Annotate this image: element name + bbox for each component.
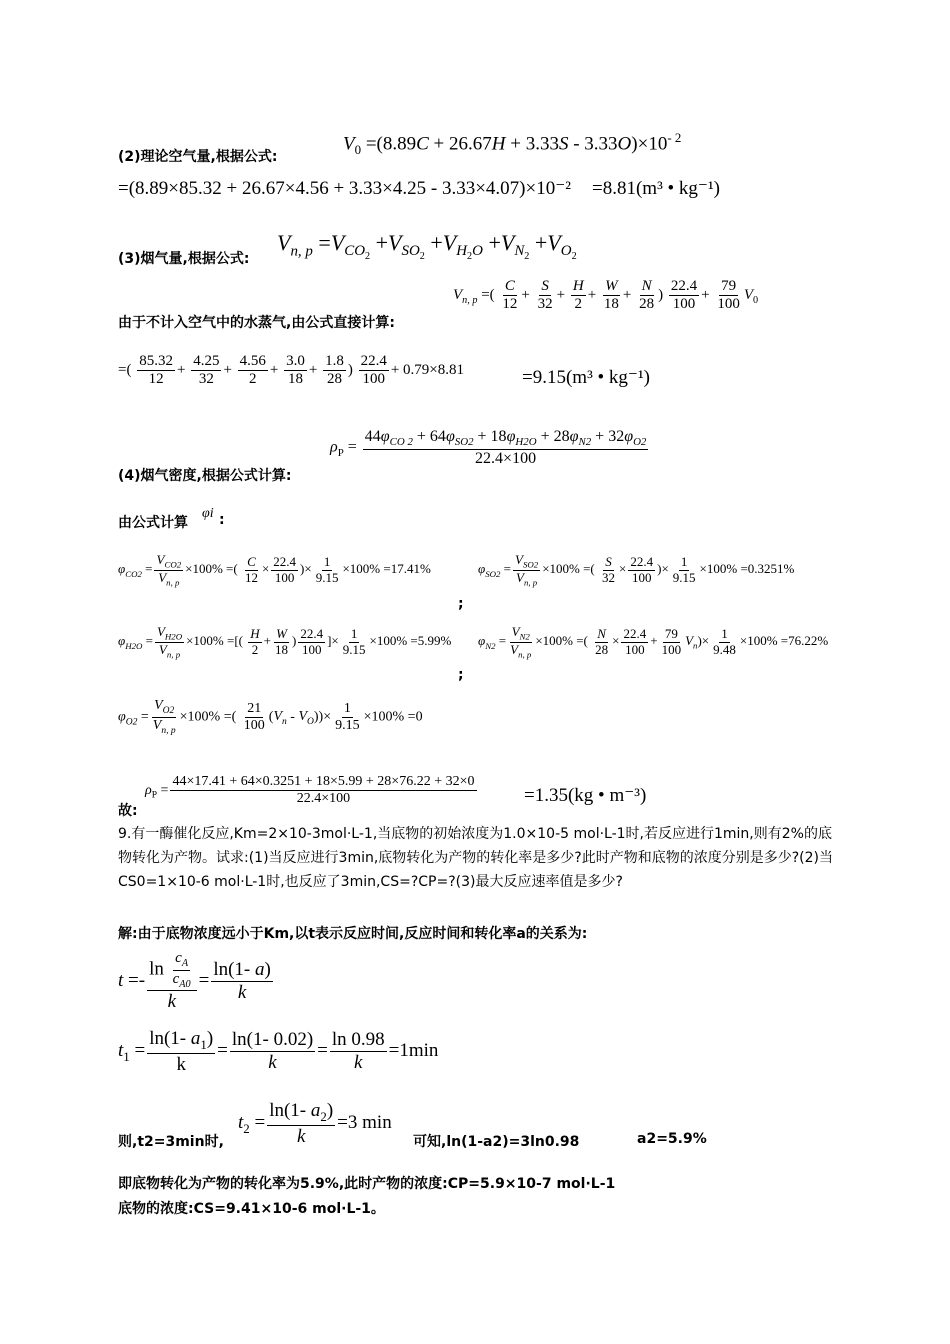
section3-formula2: $V_{n, p}$ =( $\frac{C}{12}$ + $\frac{S}{32}$ + $\frac{H}{2}$ + $\frac{W}{18}$ + $\frac{N}{28}$ ) $\frac{22.4}{100}$ + $\frac{79}{100}$ $V_0$: [453, 278, 759, 313]
semicolon-2: ;: [458, 667, 464, 683]
phi-colon: :: [219, 512, 225, 528]
conclusion-line1: 即底物转化为产物的转化率为5.9%,此时产物的浓度:CP=5.9×10-7 mol·L-1: [118, 1176, 616, 1192]
phi-n2: $\varphi_{N2}$ = $\frac{V_{N2}}{V_{n, p}}$ ×100% =( $\frac{N}{28}$ × $\frac{22.4}{100}$ + $\frac{79}{100}$ $V_n)\times$ $\frac{1}{9.48}$ ×100% =76.22%: [478, 624, 829, 660]
section4-label: (4)烟气密度,根据公式计算:: [118, 468, 292, 484]
semicolon-1: ;: [458, 596, 464, 612]
eq-t: t =- ln $\frac{c_A}{c_{A0}}$ k = $\frac{\ln(1- a)}{k}$: [118, 950, 271, 1013]
therefore-label: 故:: [118, 803, 138, 819]
knowable-text: 可知,ln(1-a2)=3ln0.98: [413, 1134, 580, 1150]
problem9-text: 9.有一酶催化反应,Km=2×10-3mol·L-1,当底物的初始浓度为1.0×10-5 mol·L-1时,若反应进行1min,则有2%的底物转化为产物。试求:(1)当反应进行3min,底物转化为产物的转化率是多少?此时产物和底物的浓度分别是多少?(2)当CS0=1×10-6 mol·L-1时,也反应了3min,CS=?CP=?(3)最大反应速率值是多少?: [118, 826, 833, 890]
section3-label: (3)烟气量,根据公式:: [118, 251, 250, 267]
section2-label: (2)理论空气量,根据公式:: [118, 149, 278, 165]
density-calc: $\rho_P$ = $\frac{44\times 17.41 + 64\times 0.3251 + 18\times 5.99 + 28\times 76.22 + 32\times 0}{22.4\times 100}$: [145, 774, 475, 807]
section4-formula: $\rho_P$ = $\frac{44\varphi_{CO 2} + 64\varphi_{SO2} + 18\varphi_{H2O} + 28\varphi_{N2} + 32\varphi_{O2}}{22.4\times 100}$: [330, 428, 647, 467]
section3-result: =9.15(m³ • kg⁻¹): [522, 367, 650, 388]
section3-calc: =( $\frac{85.32}{12}$ + $\frac{4.25}{32}$ + $\frac{4.56}{2}$ + $\frac{3.0}{18}$ + $\frac{1.8}{28}$ ) $\frac{22.4}{100}$ + 0.79×8.81: [118, 353, 465, 388]
conclusion-line2: 底物的浓度:CS=9.41×10-6 mol·L-1。: [118, 1201, 385, 1217]
phi-h2o: $\varphi_{H2O}$ = $\frac{V_{H2O}}{V_{n, p}}$ ×100% =[( $\frac{H}{2}$ + $\frac{W}{18}$ ) $\frac{22.4}{100}$ ]× $\frac{1}{9.15}$ ×100% =5.99%: [118, 624, 452, 660]
eq-t1: $t_1$ = $\frac{\ln(1- a_1)}{k}$ = $\frac{\ln(1- 0.02)}{k}$ = $\frac{\ln 0.98}{k}$ =1min: [118, 1028, 439, 1075]
phi-symbol: φi: [202, 506, 214, 521]
problem9-solution: 解:由于底物浓度远小于Km,以t表示反应时间,反应时间和转化率a的关系为:: [118, 926, 588, 942]
section2-result: =8.81(m³ • kg⁻¹): [592, 178, 720, 199]
section3-formula: $V_{n, p} =V_{CO_2} +V_{SO_2} +V_{H_2O} +V_{N_2} +V_{O_2}$: [277, 230, 577, 263]
phi-so2: $\varphi_{SO2}$ = $\frac{V_{SO2}}{V_{n, p}}$ ×100% =( $\frac{S}{32}$ × $\frac{22.4}{100}$ )× $\frac{1}{9.15}$ ×100% =0.3251%: [478, 552, 795, 588]
phi-co2: $\varphi_{CO2}$ = $\frac{V_{CO2}}{V_{n, p}}$ ×100% =( $\frac{C}{12}$ × $\frac{22.4}{100}$ )× $\frac{1}{9.15}$ ×100% =17.41%: [118, 552, 431, 588]
a2-value: a2=5.9%: [637, 1131, 707, 1147]
phi-label: 由公式计算: [118, 515, 188, 531]
section3-note: 由于不计入空气中的水蒸气,由公式直接计算:: [118, 315, 395, 331]
then-label: 则,t2=3min时,: [118, 1134, 224, 1150]
density-result: =1.35(kg • m⁻³): [524, 785, 647, 806]
section2-calc: =(8.89×85.32 + 26.67×4.56 + 3.33×4.25 - 3.33×4.07)×10⁻²: [118, 178, 571, 199]
section2-formula: $V_0 =(8.89C + 26.67H + 3.33S - 3.33O)\times 10^{- 2}$: [343, 130, 682, 158]
phi-o2: $\varphi_{O2}$ = $\frac{V_{O2}}{V_{n, p}}$ ×100% =( $\frac{21}{100}$ $(V_n - V_O))\times$ $\frac{1}{9.15}$ ×100% =0: [118, 698, 423, 736]
eq-t2: $t_2$ = $\frac{\ln(1- a_2)}{k}$ =3 min: [238, 1100, 392, 1147]
